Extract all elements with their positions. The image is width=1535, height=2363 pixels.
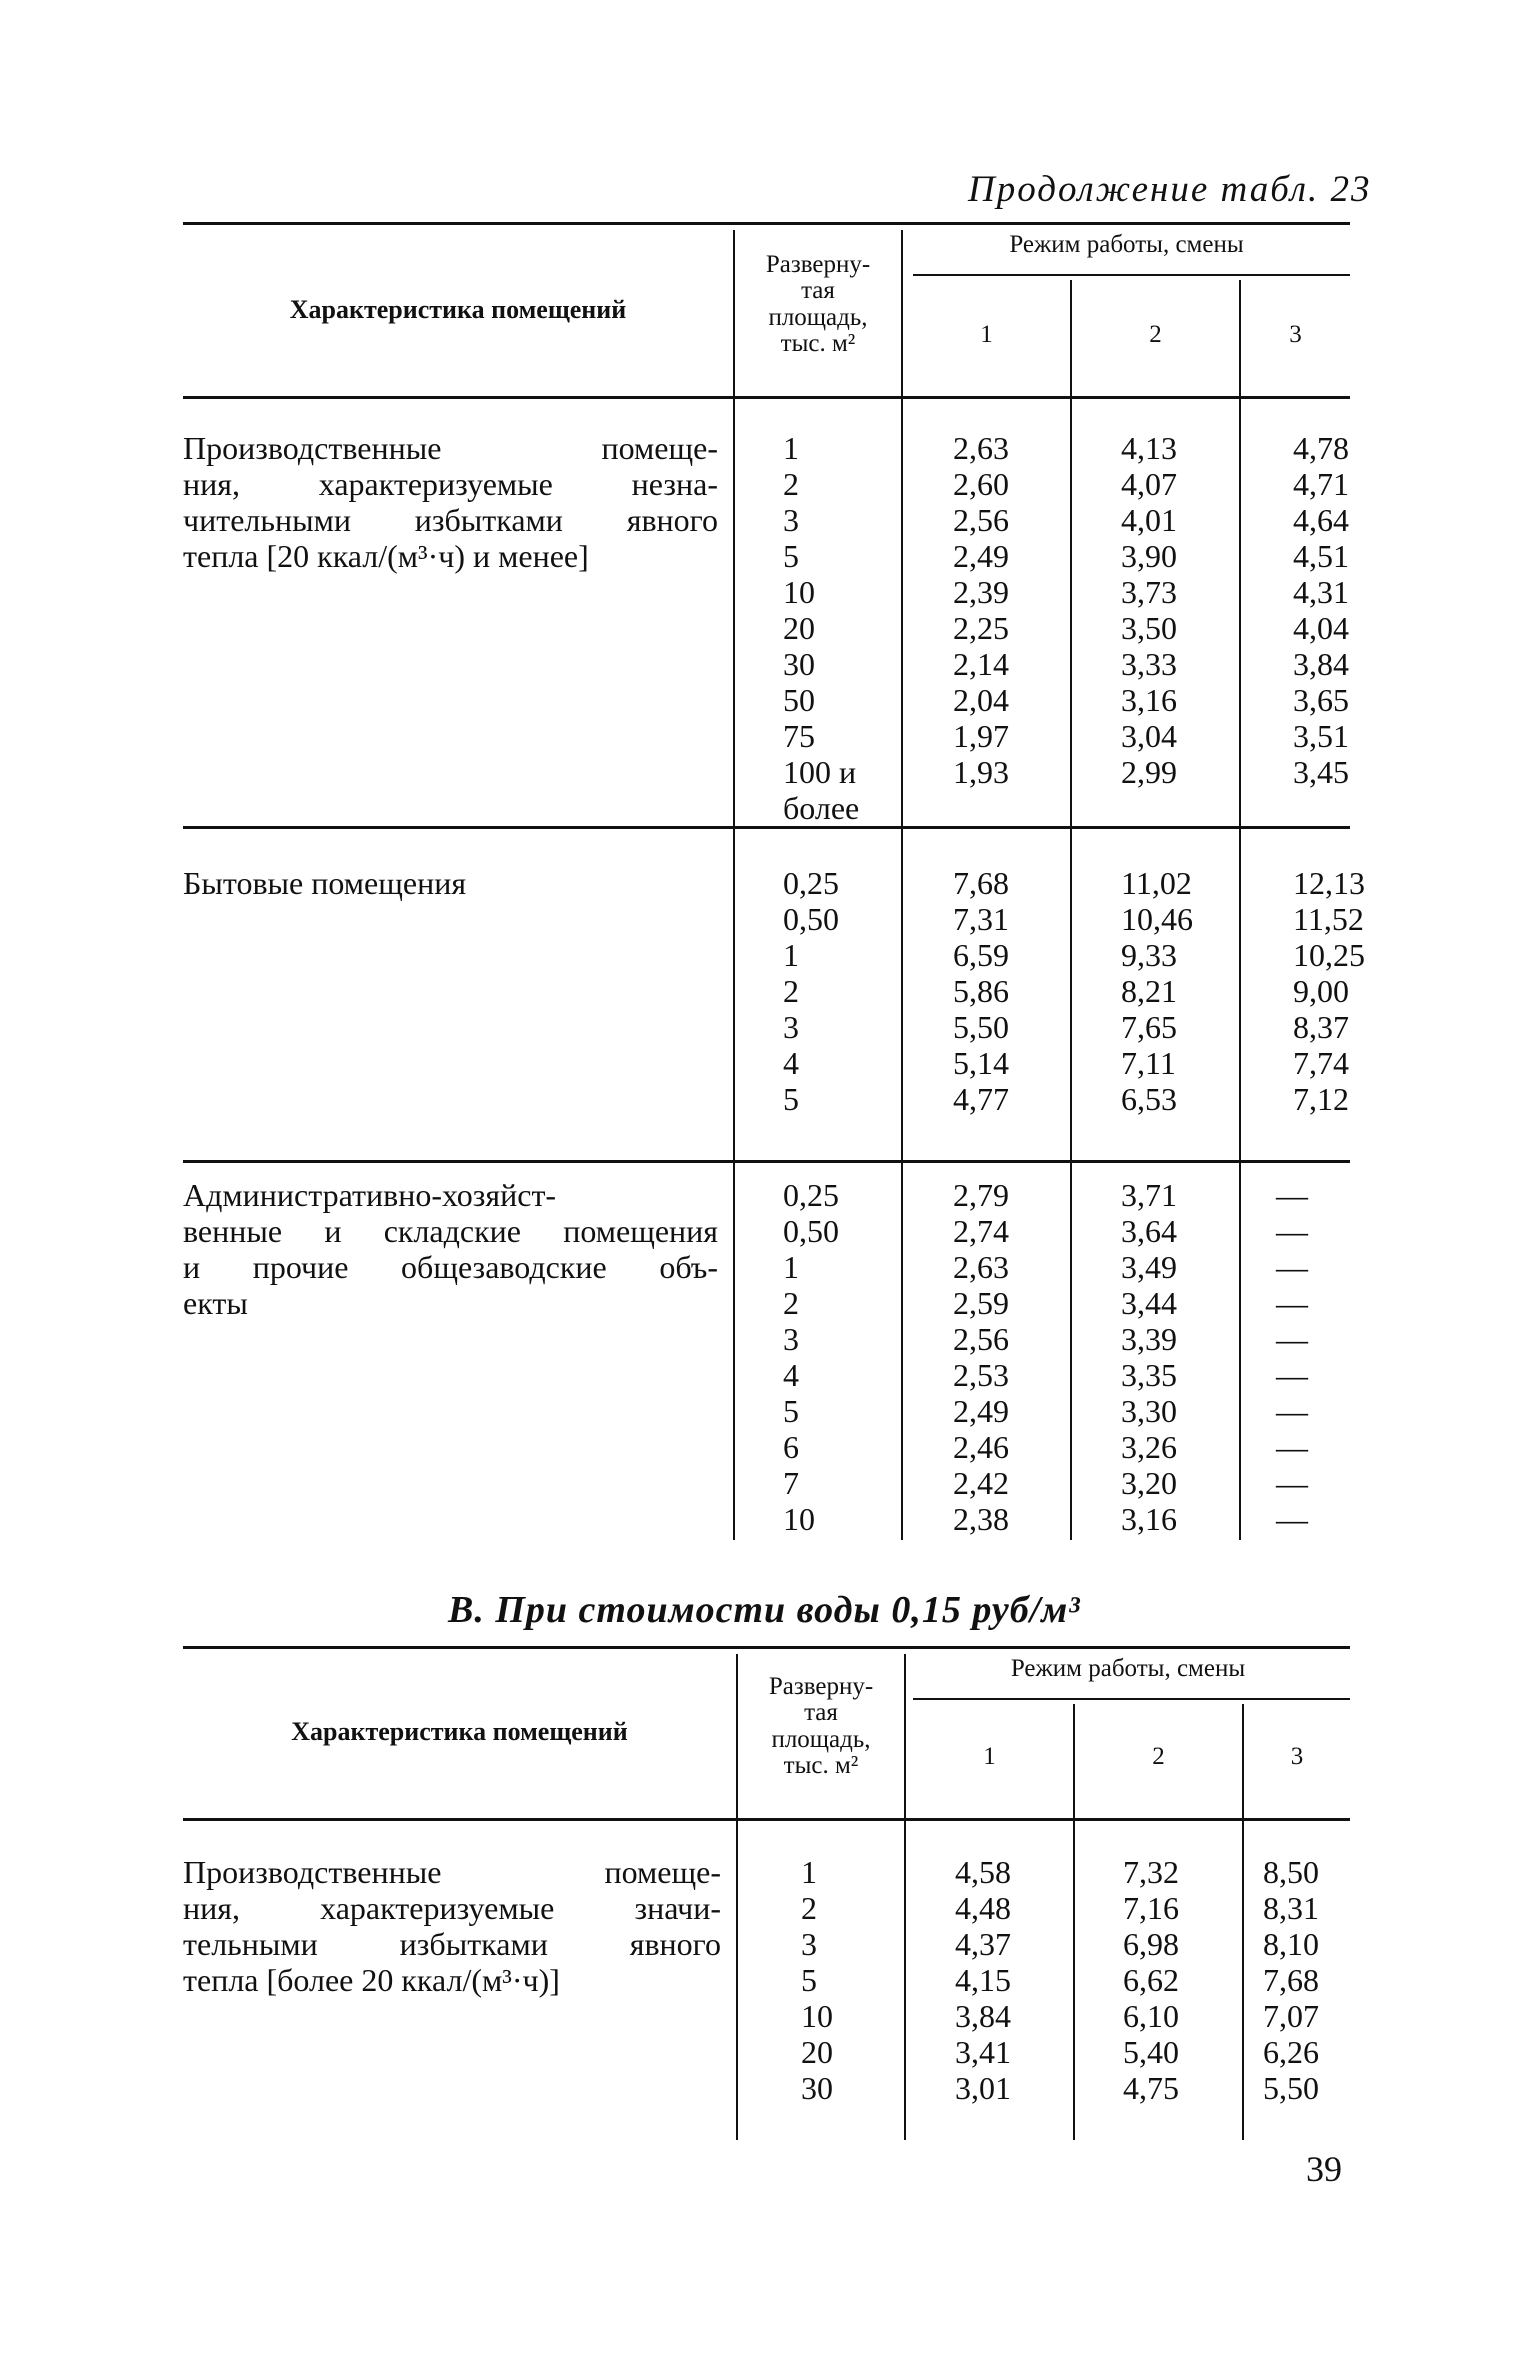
table-b-header-rule (183, 1818, 1350, 1821)
value-cell: 2,74 (953, 1213, 1009, 1249)
table-a-group2-name (183, 865, 718, 901)
value-cell: 4,51 (1293, 538, 1349, 574)
table-a-group3-areas (783, 1177, 903, 1537)
table-a-group2-shift2 (1121, 865, 1231, 1117)
table-a-group2-shift1 (953, 865, 1063, 1117)
table-b (183, 1646, 1350, 2142)
table-a-group2-shift3 (1293, 865, 1403, 1117)
table-b-top-rule (183, 1646, 1350, 1649)
area-cell: 10 (783, 1501, 815, 1537)
table-b-group1-name (183, 1854, 721, 1998)
name-line: ния, характеризуемые значи- (183, 1890, 721, 1926)
value-cell: 2,38 (953, 1501, 1009, 1537)
value-cell: 4,77 (953, 1081, 1009, 1117)
value-cell: 2,39 (953, 574, 1009, 610)
value-cell: 3,20 (1121, 1465, 1177, 1501)
table-a-group2-areas (783, 865, 903, 1117)
value-cell: 4,58 (955, 1854, 1011, 1890)
value-cell: 8,50 (1263, 1854, 1319, 1890)
value-cell: 3,65 (1293, 682, 1349, 718)
value-cell: 2,14 (953, 646, 1009, 682)
value-cell: — (1276, 1465, 1308, 1501)
table-b-group1-shift1 (955, 1854, 1065, 2106)
area-cell: 1 (801, 1854, 817, 1890)
area-cell: 0,50 (783, 1213, 839, 1249)
value-cell: 7,31 (953, 901, 1009, 937)
value-cell: 2,56 (953, 1321, 1009, 1357)
value-cell: 3,16 (1121, 1501, 1177, 1537)
table-b-header-area-line: тая (804, 1699, 838, 1727)
table-a-header-area (735, 252, 901, 357)
table-a-vline-shift2 (1070, 280, 1072, 1540)
value-cell: 3,33 (1121, 646, 1177, 682)
value-cell: — (1276, 1501, 1308, 1537)
table-b-header-characteristic: Характеристика помещений (291, 1717, 628, 1746)
area-cell: 2 (783, 466, 799, 502)
value-cell: 3,44 (1121, 1285, 1177, 1321)
name-line: тельными избытками явного (183, 1926, 721, 1962)
value-cell: 4,64 (1293, 502, 1349, 538)
value-cell: 2,99 (1121, 754, 1177, 790)
value-cell: 4,07 (1121, 466, 1177, 502)
table-b-header-shift-2: 2 (1152, 1743, 1165, 1770)
value-cell: 7,65 (1121, 1009, 1177, 1045)
value-cell: 6,26 (1263, 2034, 1319, 2070)
value-cell: 5,50 (1263, 2070, 1319, 2106)
area-cell: 1 (783, 430, 799, 466)
value-cell: — (1276, 1393, 1308, 1429)
value-cell: 1,97 (953, 718, 1009, 754)
value-cell: 2,46 (953, 1429, 1009, 1465)
area-cell: 5 (783, 1081, 799, 1117)
value-cell: 2,63 (953, 430, 1009, 466)
value-cell: — (1276, 1429, 1308, 1465)
value-cell: 12,13 (1293, 865, 1365, 901)
value-cell: 7,16 (1123, 1890, 1179, 1926)
area-cell: 2 (783, 973, 799, 1009)
value-cell: 7,74 (1293, 1045, 1349, 1081)
area-cell: 2 (783, 1285, 799, 1321)
value-cell: 5,50 (953, 1009, 1009, 1045)
value-cell: 8,10 (1263, 1926, 1319, 1962)
table-a-vline-area (733, 230, 735, 1540)
value-cell: 5,86 (953, 973, 1009, 1009)
value-cell: 4,15 (955, 1962, 1011, 1998)
value-cell: 3,90 (1121, 538, 1177, 574)
area-cell: 10 (783, 574, 815, 610)
value-cell: 2,59 (953, 1285, 1009, 1321)
name-line: тепла [более 20 ккал/(м³·ч)] (183, 1962, 560, 1998)
area-cell: 3 (783, 502, 799, 538)
value-cell: — (1276, 1213, 1308, 1249)
table-a (183, 222, 1365, 1542)
value-cell: 4,48 (955, 1890, 1011, 1926)
area-cell: 1 (783, 1249, 799, 1285)
value-cell: 3,84 (955, 1998, 1011, 2034)
area-cell: 6 (783, 1429, 799, 1465)
value-cell: 2,49 (953, 538, 1009, 574)
value-cell: 3,01 (955, 2070, 1011, 2106)
value-cell: 11,52 (1293, 901, 1364, 937)
value-cell: 2,53 (953, 1357, 1009, 1393)
area-cell: 50 (783, 682, 815, 718)
value-cell: 4,71 (1293, 466, 1349, 502)
area-cell: 3 (783, 1009, 799, 1045)
value-cell: 3,39 (1121, 1321, 1177, 1357)
value-cell: 6,98 (1123, 1926, 1179, 1962)
area-cell: 3 (783, 1321, 799, 1357)
area-cell: 5 (783, 538, 799, 574)
value-cell: — (1276, 1357, 1308, 1393)
area-cell: 4 (783, 1357, 799, 1393)
value-cell: 3,71 (1121, 1177, 1177, 1213)
value-cell: 6,59 (953, 937, 1009, 973)
value-cell: 3,04 (1121, 718, 1177, 754)
value-cell: 7,11 (1121, 1045, 1176, 1081)
continuation-caption: Продолжение табл. 23 (968, 169, 1372, 210)
area-cell: 0,50 (783, 901, 839, 937)
value-cell: 10,25 (1293, 937, 1365, 973)
value-cell: 3,45 (1293, 754, 1349, 790)
table-a-group2-rule (183, 1160, 1350, 1163)
table-a-group1-shift1 (953, 430, 1063, 790)
name-line: ния, характеризуемые незна- (183, 466, 718, 502)
table-b-header-shift-1: 1 (983, 1743, 996, 1770)
value-cell: 6,62 (1123, 1962, 1179, 1998)
name-line: и прочие общезаводские объ- (183, 1249, 718, 1285)
value-cell: 7,12 (1293, 1081, 1349, 1117)
value-cell: — (1276, 1177, 1308, 1213)
value-cell: 5,14 (953, 1045, 1009, 1081)
table-a-group3-shift2 (1121, 1177, 1231, 1537)
area-cell: 75 (783, 718, 815, 754)
table-a-group3-shift1 (953, 1177, 1063, 1537)
table-b-mode-rule (913, 1698, 1350, 1700)
value-cell: 2,56 (953, 502, 1009, 538)
name-line: венные и складские помещения (183, 1213, 718, 1249)
value-cell: 9,33 (1121, 937, 1177, 973)
value-cell: 7,07 (1263, 1998, 1319, 2034)
value-cell: 2,42 (953, 1465, 1009, 1501)
page-number: 39 (1306, 2149, 1342, 2189)
value-cell: 3,16 (1121, 682, 1177, 718)
value-cell: 3,26 (1121, 1429, 1177, 1465)
table-a-header-shift-2: 2 (1149, 321, 1162, 348)
value-cell: 3,50 (1121, 610, 1177, 646)
value-cell: 7,32 (1123, 1854, 1179, 1890)
value-cell: 4,13 (1121, 430, 1177, 466)
value-cell: 2,49 (953, 1393, 1009, 1429)
table-a-vline-shift3 (1239, 280, 1241, 1540)
area-cell: 100 и (783, 754, 857, 790)
value-cell: 3,64 (1121, 1213, 1177, 1249)
table-b-header-area-line: Разверну- (768, 1673, 874, 1700)
value-cell: 2,25 (953, 610, 1009, 646)
table-a-header-rule (183, 396, 1350, 399)
table-a-group1-rule (183, 826, 1350, 829)
value-cell: 2,63 (953, 1249, 1009, 1285)
value-cell: 1,93 (953, 754, 1009, 790)
value-cell: 8,21 (1121, 973, 1177, 1009)
value-cell: 2,60 (953, 466, 1009, 502)
table-b-header-area-line: площадь, (771, 1725, 871, 1753)
table-a-mode-rule (913, 274, 1350, 276)
value-cell: 3,51 (1293, 718, 1349, 754)
table-b-header-area (738, 1674, 904, 1779)
table-b-group1-shift3 (1263, 1854, 1373, 2106)
value-cell: 2,79 (953, 1177, 1009, 1213)
name-line: Производственные помеще- (183, 430, 718, 466)
table-a-header-area-line: Разверну- (765, 251, 871, 278)
table-b-header-mode: Режим работы, смены (1010, 1655, 1246, 1682)
table-a-header-shift-1: 1 (980, 321, 993, 348)
value-cell: 4,37 (955, 1926, 1011, 1962)
value-cell: 3,49 (1121, 1249, 1177, 1285)
value-cell: 6,10 (1123, 1998, 1179, 2034)
table-a-group1-shift2 (1121, 430, 1231, 790)
area-cell: 5 (783, 1393, 799, 1429)
value-cell: 5,40 (1123, 2034, 1179, 2070)
area-cell: 30 (783, 646, 815, 682)
name-line: екты (183, 1285, 248, 1321)
area-cell: 20 (801, 2034, 833, 2070)
name-line: Производственные помеще- (183, 1854, 721, 1890)
value-cell: 8,31 (1263, 1890, 1319, 1926)
value-cell: 4,04 (1293, 610, 1349, 646)
table-a-header-shift-3: 3 (1289, 321, 1302, 348)
table-a-group3-shift3 (1276, 1177, 1386, 1537)
area-cell: 5 (801, 1962, 817, 1998)
area-cell: более (783, 790, 860, 826)
value-cell: 4,31 (1293, 574, 1349, 610)
value-cell: 7,68 (1263, 1962, 1319, 1998)
table-a-header-area-line: тая (801, 277, 835, 305)
table-a-header-area-line: площадь, (768, 303, 868, 331)
value-cell: — (1276, 1249, 1308, 1285)
table-a-group1-shift3 (1293, 430, 1403, 790)
value-cell: 3,35 (1121, 1357, 1177, 1393)
value-cell: — (1276, 1285, 1308, 1321)
value-cell: 4,01 (1121, 502, 1177, 538)
value-cell: 6,53 (1121, 1081, 1177, 1117)
name-line: чительными избытками явного (183, 502, 718, 538)
area-cell: 1 (783, 937, 799, 973)
area-cell: 4 (783, 1045, 799, 1081)
section-b-title: В. При стоимости воды 0,15 руб/м³ (448, 1589, 1081, 1631)
value-cell: 7,68 (953, 865, 1009, 901)
value-cell: 3,73 (1121, 574, 1177, 610)
name-line: Административно-хозяйст- (183, 1177, 557, 1213)
table-b-header-area-line: тыс. м² (783, 1751, 859, 1779)
value-cell: 3,84 (1293, 646, 1349, 682)
table-b-group1-shift2 (1123, 1854, 1233, 2106)
value-cell: 9,00 (1293, 973, 1349, 1009)
value-cell: 4,75 (1123, 2070, 1179, 2106)
table-b-group1-areas (801, 1854, 921, 2106)
area-cell: 0,25 (783, 865, 839, 901)
table-a-top-rule (183, 222, 1350, 225)
table-b-header-shift-3: 3 (1290, 1743, 1304, 1770)
table-a-header-mode: Режим работы, смены (1009, 231, 1244, 258)
table-a-group3-name (183, 1177, 718, 1321)
value-cell: 4,78 (1293, 430, 1349, 466)
table-a-header-area-line: тыс. м² (780, 329, 856, 357)
table-a-group1-areas (783, 430, 903, 826)
table-a-group1-name (183, 430, 718, 574)
value-cell: 3,41 (955, 2034, 1011, 2070)
area-cell: 30 (801, 2070, 833, 2106)
area-cell: 0,25 (783, 1177, 839, 1213)
name-line: Бытовые помещения (183, 865, 467, 901)
name-line: тепла [20 ккал/(м³·ч) и менее] (183, 538, 589, 574)
value-cell: 3,30 (1121, 1393, 1177, 1429)
area-cell: 2 (801, 1890, 817, 1926)
value-cell: 10,46 (1121, 901, 1193, 937)
table-a-header-characteristic: Характеристика помещений (289, 295, 627, 324)
value-cell: 11,02 (1121, 865, 1192, 901)
area-cell: 7 (783, 1465, 799, 1501)
value-cell: 2,04 (953, 682, 1009, 718)
value-cell: — (1276, 1321, 1308, 1357)
value-cell: 8,37 (1293, 1009, 1349, 1045)
area-cell: 3 (801, 1926, 817, 1962)
area-cell: 20 (783, 610, 815, 646)
area-cell: 10 (801, 1998, 833, 2034)
